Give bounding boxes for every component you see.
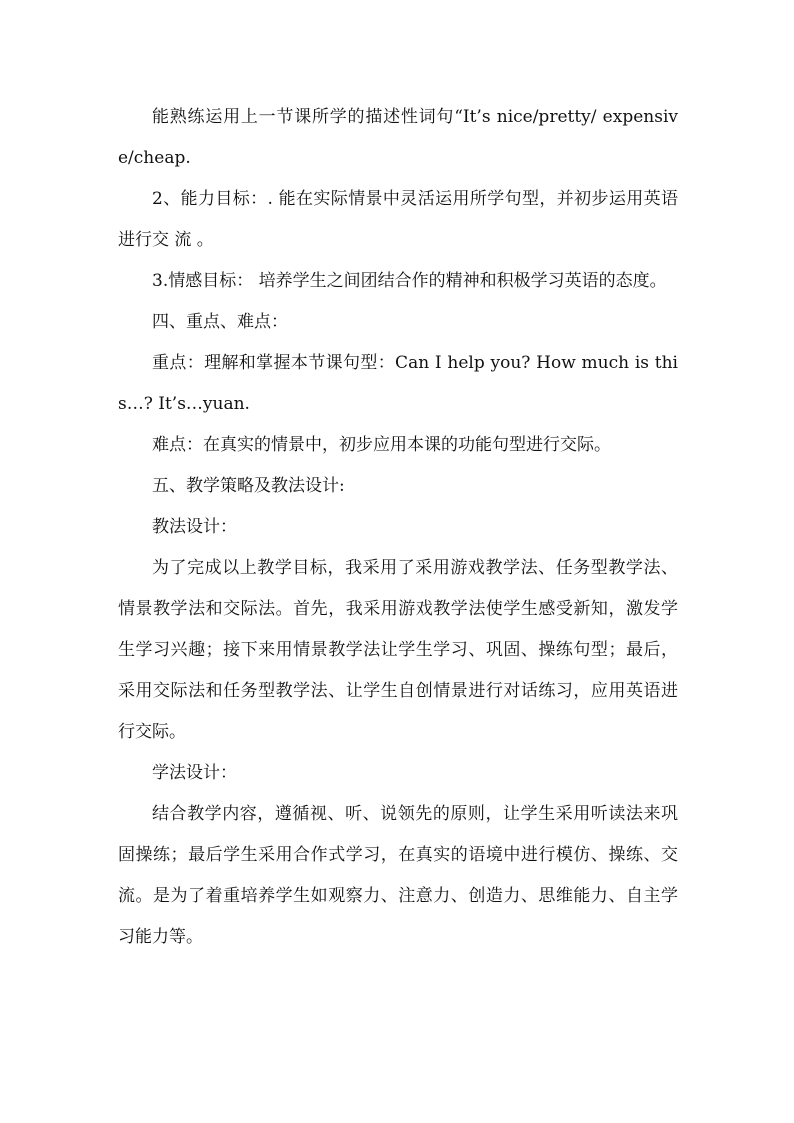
paragraph-emotion-objective: 3.情感目标： 培养学生之间团结合作的精神和积极学习英语的态度。 (152, 271, 667, 291)
paragraph-objective-review: 能熟练运用上一节课所学的描述性词句“It’s nice/pretty/ expensive/cheap. (118, 107, 678, 168)
paragraph-ability-objective: 2、能力目标：. 能在实际情景中灵活运用所学句型，并初步运用英语进行交 流 。 (118, 189, 678, 250)
section-heading-strategy: 五、教学策略及教法设计: (152, 476, 345, 496)
document-body (118, 97, 678, 958)
subheading-learning-method: 学法设计： (152, 763, 237, 783)
section-heading-key-points: 四、重点、难点： (152, 312, 288, 332)
subheading-teaching-method: 教法设计： (152, 517, 237, 537)
paragraph-key-point: 重点：理解和掌握本节课句型：Can I help you? How much is this…? It’s…yuan. (118, 353, 678, 414)
paragraph-learning-method: 结合教学内容，遵循视、听、说领先的原则，让学生采用听读法来巩固操练；最后学生采用合作式学习，在真实的语境中进行模仿、操练、交流。是为了着重培养学生如观察力、注意力、创造力、思维能力、自主学习能力等。 (118, 804, 678, 947)
paragraph-difficult-point: 难点：在真实的情景中，初步应用本课的功能句型进行交际。 (152, 435, 611, 455)
paragraph-teaching-method: 为了完成以上教学目标，我采用了采用游戏教学法、任务型教学法、情景教学法和交际法。首先，我采用游戏教学法使学生感受新知，激发学生学习兴趣；接下来用情景教学法让学生学习、巩固、操练句型；最后，采用交际法和任务型教学法、让学生自创情景进行对话练习，应用英语进行交际。 (118, 558, 678, 742)
